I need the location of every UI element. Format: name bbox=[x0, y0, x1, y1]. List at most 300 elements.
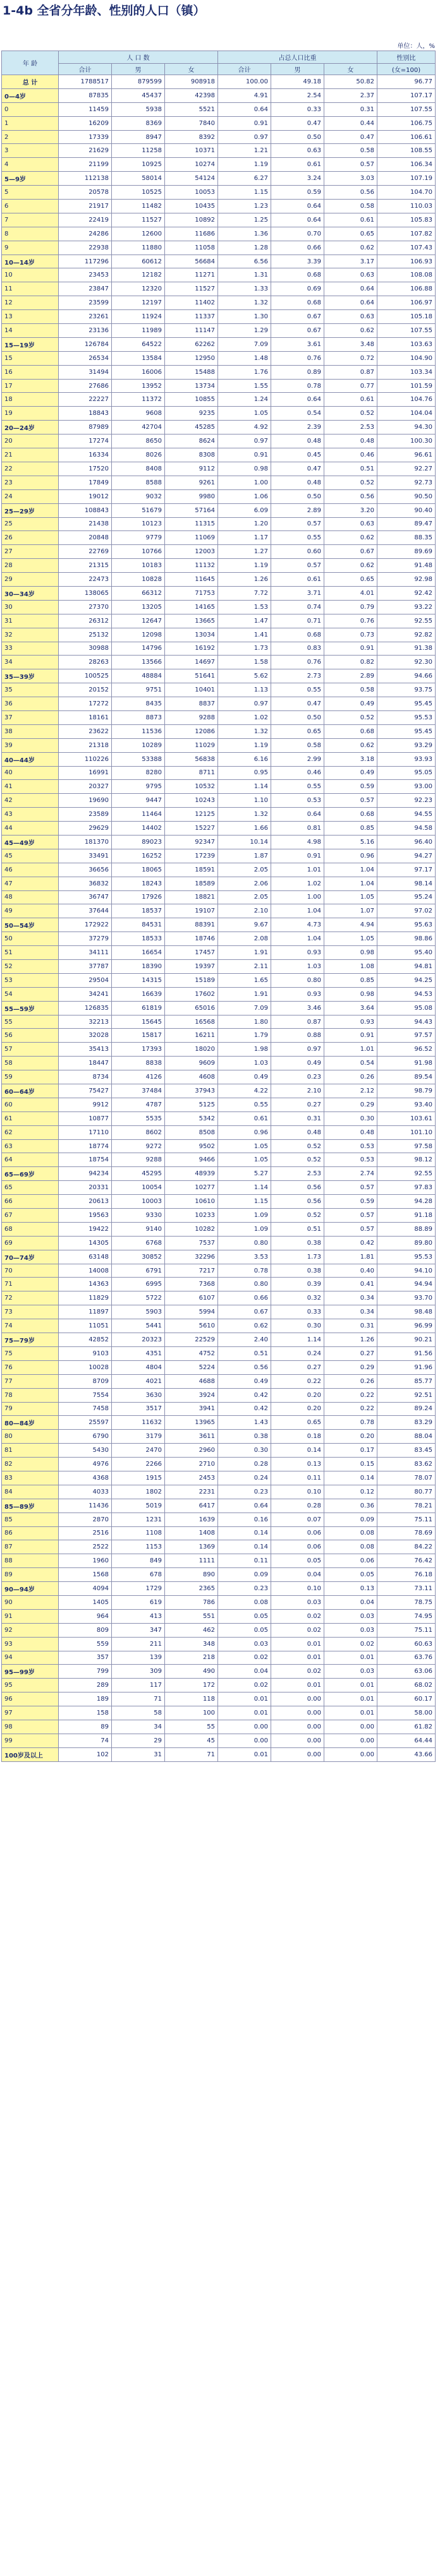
age-cell: 72 bbox=[2, 1291, 59, 1305]
age-cell: 80—84岁 bbox=[2, 1416, 59, 1430]
population-total-cell: 11436 bbox=[59, 1499, 112, 1513]
share-total-cell: 2.11 bbox=[218, 960, 271, 974]
share-total-cell: 6.56 bbox=[218, 255, 271, 268]
population-male-cell: 9751 bbox=[112, 683, 165, 697]
table-row bbox=[2, 1029, 436, 1043]
population-male-cell: 14315 bbox=[112, 973, 165, 987]
table-row bbox=[2, 600, 436, 614]
population-female-cell: 56684 bbox=[165, 255, 218, 268]
table-row bbox=[2, 1057, 436, 1070]
population-female-cell: 1639 bbox=[165, 1513, 218, 1526]
sex-ratio-cell: 94.94 bbox=[377, 1278, 436, 1291]
share-total-cell: 0.98 bbox=[218, 462, 271, 476]
population-female-cell: 10282 bbox=[165, 1222, 218, 1236]
table-row bbox=[2, 987, 436, 1001]
share-total-cell: 1.55 bbox=[218, 379, 271, 393]
population-male-cell: 34 bbox=[112, 1720, 165, 1734]
population-female-cell: 5125 bbox=[165, 1098, 218, 1111]
sex-ratio-cell: 88.35 bbox=[377, 531, 436, 545]
age-cell: 85 bbox=[2, 1513, 59, 1526]
population-male-cell: 53388 bbox=[112, 752, 165, 766]
population-male-cell: 20323 bbox=[112, 1333, 165, 1347]
population-total-cell: 37787 bbox=[59, 960, 112, 974]
table-row bbox=[2, 448, 436, 462]
share-total-cell: 1.33 bbox=[218, 282, 271, 296]
share-total-cell: 0.03 bbox=[218, 1637, 271, 1651]
share-total-cell: 4.91 bbox=[218, 88, 271, 102]
age-cell: 69 bbox=[2, 1236, 59, 1250]
share-total-cell: 0.00 bbox=[218, 1720, 271, 1734]
age-cell: 82 bbox=[2, 1458, 59, 1471]
share-female-cell: 0.58 bbox=[324, 200, 377, 213]
population-male-cell: 58 bbox=[112, 1706, 165, 1720]
age-cell: 20—24岁 bbox=[2, 421, 59, 434]
share-female-cell: 0.57 bbox=[324, 158, 377, 172]
share-female-cell: 2.12 bbox=[324, 1084, 377, 1098]
share-total-cell: 1.14 bbox=[218, 780, 271, 794]
table-row bbox=[2, 724, 436, 738]
share-total-cell: 1.76 bbox=[218, 365, 271, 379]
sex-ratio-cell: 92.55 bbox=[377, 614, 436, 628]
population-female-cell: 4608 bbox=[165, 1070, 218, 1084]
population-total-cell: 5430 bbox=[59, 1444, 112, 1458]
sex-ratio-cell: 58.00 bbox=[377, 1706, 436, 1720]
population-female-cell: 10855 bbox=[165, 393, 218, 407]
share-female-cell: 0.62 bbox=[324, 531, 377, 545]
share-total-cell: 1.36 bbox=[218, 227, 271, 241]
sex-ratio-cell: 91.56 bbox=[377, 1346, 436, 1360]
population-male-cell: 4804 bbox=[112, 1360, 165, 1374]
sex-ratio-cell: 68.02 bbox=[377, 1679, 436, 1692]
age-group-row bbox=[2, 337, 436, 351]
share-male-cell: 0.00 bbox=[271, 1706, 324, 1720]
population-male-cell: 10289 bbox=[112, 738, 165, 752]
population-male-cell: 14796 bbox=[112, 642, 165, 656]
age-cell: 98 bbox=[2, 1720, 59, 1734]
age-cell: 7 bbox=[2, 213, 59, 227]
age-cell: 45—49岁 bbox=[2, 835, 59, 849]
table-row bbox=[2, 1402, 436, 1416]
share-total-cell: 1.19 bbox=[218, 158, 271, 172]
population-total-cell: 100525 bbox=[59, 669, 112, 683]
share-male-cell: 4.73 bbox=[271, 918, 324, 932]
share-female-cell: 1.04 bbox=[324, 863, 377, 877]
population-male-cell: 9288 bbox=[112, 1153, 165, 1167]
table-row bbox=[2, 738, 436, 752]
share-female-cell: 0.73 bbox=[324, 628, 377, 642]
population-female-cell: 7368 bbox=[165, 1278, 218, 1291]
table-row bbox=[2, 1430, 436, 1444]
population-female-cell: 10277 bbox=[165, 1181, 218, 1195]
population-male-cell: 64522 bbox=[112, 337, 165, 351]
table-row bbox=[2, 1278, 436, 1291]
population-female-cell: 8624 bbox=[165, 434, 218, 448]
population-total-cell: 110226 bbox=[59, 752, 112, 766]
population-female-cell: 9112 bbox=[165, 462, 218, 476]
population-total-cell: 32213 bbox=[59, 1015, 112, 1029]
population-female-cell: 10053 bbox=[165, 186, 218, 200]
share-male-cell: 0.27 bbox=[271, 1360, 324, 1374]
age-cell: 0—4岁 bbox=[2, 88, 59, 102]
population-female-cell: 1369 bbox=[165, 1540, 218, 1554]
age-cell: 89 bbox=[2, 1568, 59, 1582]
sex-ratio-cell: 88.04 bbox=[377, 1430, 436, 1444]
share-female-cell: 0.49 bbox=[324, 697, 377, 711]
share-male-cell: 2.73 bbox=[271, 669, 324, 683]
sex-ratio-cell: 92.98 bbox=[377, 573, 436, 587]
population-male-cell: 1729 bbox=[112, 1582, 165, 1596]
population-female-cell: 551 bbox=[165, 1609, 218, 1623]
share-male-cell: 0.46 bbox=[271, 766, 324, 780]
population-total-cell: 27686 bbox=[59, 379, 112, 393]
share-female-cell: 0.30 bbox=[324, 1111, 377, 1125]
share-male-cell: 0.00 bbox=[271, 1734, 324, 1747]
population-male-cell: 9272 bbox=[112, 1139, 165, 1153]
table-row bbox=[2, 1153, 436, 1167]
age-cell: 80 bbox=[2, 1430, 59, 1444]
share-male-cell: 1.00 bbox=[271, 890, 324, 904]
sex-ratio-cell: 96.99 bbox=[377, 1319, 436, 1333]
share-total-cell: 0.51 bbox=[218, 1346, 271, 1360]
sex-ratio-cell: 106.61 bbox=[377, 130, 436, 144]
share-female-cell: 0.03 bbox=[324, 1623, 377, 1637]
population-female-cell: 11645 bbox=[165, 573, 218, 587]
share-female-cell: 0.79 bbox=[324, 600, 377, 614]
table-row bbox=[2, 697, 436, 711]
population-male-cell: 16654 bbox=[112, 946, 165, 960]
population-female-cell: 22529 bbox=[165, 1333, 218, 1347]
sex-ratio-cell: 98.14 bbox=[377, 877, 436, 890]
sex-ratio-cell: 106.75 bbox=[377, 116, 436, 130]
table-row bbox=[2, 1222, 436, 1236]
share-total-cell: 1.10 bbox=[218, 794, 271, 808]
age-cell: 56 bbox=[2, 1029, 59, 1043]
population-female-cell: 32296 bbox=[165, 1250, 218, 1264]
population-total-cell: 22227 bbox=[59, 393, 112, 407]
table-row bbox=[2, 1513, 436, 1526]
sex-ratio-cell: 61.82 bbox=[377, 1720, 436, 1734]
age-cell: 18 bbox=[2, 393, 59, 407]
population-female-cell: 17239 bbox=[165, 849, 218, 863]
share-total-cell: 1.23 bbox=[218, 200, 271, 213]
age-cell: 0 bbox=[2, 102, 59, 116]
age-cell: 53 bbox=[2, 973, 59, 987]
share-male-cell: 0.87 bbox=[271, 1015, 324, 1029]
population-total-cell: 26312 bbox=[59, 614, 112, 628]
population-male-cell: 117 bbox=[112, 1679, 165, 1692]
share-male-cell: 0.68 bbox=[271, 268, 324, 282]
population-male-cell: 18390 bbox=[112, 960, 165, 974]
population-total-cell: 17849 bbox=[59, 476, 112, 489]
share-female-cell: 0.57 bbox=[324, 1222, 377, 1236]
table-row bbox=[2, 1623, 436, 1637]
share-female-cell: 0.14 bbox=[324, 1471, 377, 1485]
population-male-cell: 8280 bbox=[112, 766, 165, 780]
table-row bbox=[2, 489, 436, 503]
age-cell: 40—44岁 bbox=[2, 752, 59, 766]
table-row bbox=[2, 1651, 436, 1665]
population-male-cell: 12197 bbox=[112, 296, 165, 310]
share-female-cell: 0.62 bbox=[324, 738, 377, 752]
population-male-cell: 51679 bbox=[112, 503, 165, 517]
share-female-cell: 0.93 bbox=[324, 1015, 377, 1029]
sex-ratio-cell: 97.17 bbox=[377, 863, 436, 877]
age-cell: 36 bbox=[2, 697, 59, 711]
table-row bbox=[2, 213, 436, 227]
share-male-cell: 0.58 bbox=[271, 738, 324, 752]
population-female-cell: 9466 bbox=[165, 1153, 218, 1167]
population-total-cell: 126835 bbox=[59, 1001, 112, 1015]
table-row bbox=[2, 794, 436, 808]
table-row bbox=[2, 559, 436, 573]
population-total-cell: 17520 bbox=[59, 462, 112, 476]
sex-ratio-cell: 98.12 bbox=[377, 1153, 436, 1167]
age-cell: 87 bbox=[2, 1540, 59, 1554]
share-female-cell: 0.62 bbox=[324, 324, 377, 338]
share-female-cell: 0.57 bbox=[324, 1209, 377, 1223]
share-male-cell: 0.33 bbox=[271, 1305, 324, 1319]
population-male-cell: 5903 bbox=[112, 1305, 165, 1319]
share-female-cell: 0.78 bbox=[324, 1416, 377, 1430]
population-total-cell: 36832 bbox=[59, 877, 112, 890]
share-female-cell: 0.29 bbox=[324, 1098, 377, 1111]
table-row bbox=[2, 1540, 436, 1554]
header-age: 年 龄 bbox=[2, 51, 59, 75]
age-cell: 71 bbox=[2, 1278, 59, 1291]
age-group-row bbox=[2, 1333, 436, 1347]
population-female-cell: 2231 bbox=[165, 1485, 218, 1499]
share-female-cell: 1.01 bbox=[324, 1043, 377, 1057]
population-male-cell: 11527 bbox=[112, 213, 165, 227]
sex-ratio-cell: 91.38 bbox=[377, 642, 436, 656]
sex-ratio-cell: 106.88 bbox=[377, 282, 436, 296]
population-male-cell: 5722 bbox=[112, 1291, 165, 1305]
share-female-cell: 0.44 bbox=[324, 116, 377, 130]
share-total-cell: 1.17 bbox=[218, 531, 271, 545]
population-male-cell: 6768 bbox=[112, 1236, 165, 1250]
population-female-cell: 11132 bbox=[165, 559, 218, 573]
population-total-cell: 26534 bbox=[59, 351, 112, 365]
share-female-cell: 0.63 bbox=[324, 310, 377, 324]
sex-ratio-cell: 95.05 bbox=[377, 766, 436, 780]
share-female-cell: 0.34 bbox=[324, 1305, 377, 1319]
population-total-cell: 799 bbox=[59, 1665, 112, 1679]
share-female-cell: 0.47 bbox=[324, 130, 377, 144]
share-male-cell: 0.14 bbox=[271, 1444, 324, 1458]
share-total-cell: 1.09 bbox=[218, 1209, 271, 1223]
share-total-cell: 0.00 bbox=[218, 1734, 271, 1747]
age-cell: 48 bbox=[2, 890, 59, 904]
share-total-cell: 0.08 bbox=[218, 1595, 271, 1609]
share-total-cell: 2.40 bbox=[218, 1333, 271, 1347]
share-male-cell: 0.06 bbox=[271, 1526, 324, 1540]
share-total-cell: 1.28 bbox=[218, 241, 271, 255]
sex-ratio-cell: 97.02 bbox=[377, 904, 436, 918]
sex-ratio-cell: 107.17 bbox=[377, 88, 436, 102]
age-cell: 95—99岁 bbox=[2, 1665, 59, 1679]
population-total-cell: 17339 bbox=[59, 130, 112, 144]
population-table bbox=[1, 51, 436, 1762]
share-total-cell: 0.01 bbox=[218, 1706, 271, 1720]
age-cell: 15 bbox=[2, 351, 59, 365]
age-cell: 51 bbox=[2, 946, 59, 960]
share-male-cell: 0.39 bbox=[271, 1278, 324, 1291]
table-row bbox=[2, 1637, 436, 1651]
sex-ratio-cell: 92.30 bbox=[377, 656, 436, 669]
share-male-cell: 0.93 bbox=[271, 987, 324, 1001]
population-male-cell: 347 bbox=[112, 1623, 165, 1637]
population-female-cell: 2453 bbox=[165, 1471, 218, 1485]
age-cell: 38 bbox=[2, 724, 59, 738]
population-female-cell: 13034 bbox=[165, 628, 218, 642]
share-female-cell: 0.31 bbox=[324, 1319, 377, 1333]
share-total-cell: 1.91 bbox=[218, 987, 271, 1001]
share-total-cell: 0.14 bbox=[218, 1526, 271, 1540]
share-female-cell: 0.17 bbox=[324, 1444, 377, 1458]
table-row bbox=[2, 1125, 436, 1139]
sex-ratio-cell: 95.63 bbox=[377, 918, 436, 932]
share-male-cell: 0.20 bbox=[271, 1388, 324, 1402]
share-total-cell: 2.05 bbox=[218, 863, 271, 877]
sex-ratio-cell: 101.59 bbox=[377, 379, 436, 393]
share-total-cell: 2.10 bbox=[218, 904, 271, 918]
share-female-cell: 2.74 bbox=[324, 1167, 377, 1181]
share-female-cell: 1.07 bbox=[324, 904, 377, 918]
population-total-cell: 94234 bbox=[59, 1167, 112, 1181]
share-male-cell: 0.64 bbox=[271, 393, 324, 407]
age-group-row bbox=[2, 503, 436, 517]
sex-ratio-cell: 97.83 bbox=[377, 1181, 436, 1195]
share-total-cell: 1.32 bbox=[218, 808, 271, 822]
share-male-cell: 0.33 bbox=[271, 102, 324, 116]
header-pop-total: 合计 bbox=[59, 64, 112, 75]
population-total-cell: 964 bbox=[59, 1609, 112, 1623]
population-female-cell: 9288 bbox=[165, 710, 218, 724]
share-female-cell: 5.16 bbox=[324, 835, 377, 849]
population-total-cell: 11829 bbox=[59, 1291, 112, 1305]
age-cell: 67 bbox=[2, 1209, 59, 1223]
share-total-cell: 0.62 bbox=[218, 1319, 271, 1333]
age-cell: 49 bbox=[2, 904, 59, 918]
sex-ratio-cell: 78.21 bbox=[377, 1499, 436, 1513]
population-total-cell: 357 bbox=[59, 1651, 112, 1665]
sex-ratio-cell: 106.34 bbox=[377, 158, 436, 172]
population-female-cell: 7537 bbox=[165, 1236, 218, 1250]
share-male-cell: 0.55 bbox=[271, 683, 324, 697]
population-male-cell: 8369 bbox=[112, 116, 165, 130]
table-row bbox=[2, 946, 436, 960]
share-female-cell: 0.48 bbox=[324, 1125, 377, 1139]
table-row bbox=[2, 282, 436, 296]
population-total-cell: 2522 bbox=[59, 1540, 112, 1554]
population-female-cell: 10401 bbox=[165, 683, 218, 697]
age-group-row bbox=[2, 421, 436, 434]
age-cell: 9 bbox=[2, 241, 59, 255]
population-total-cell: 75427 bbox=[59, 1084, 112, 1098]
share-male-cell: 4.98 bbox=[271, 835, 324, 849]
share-female-cell: 0.64 bbox=[324, 296, 377, 310]
population-female-cell: 18821 bbox=[165, 890, 218, 904]
population-male-cell: 8650 bbox=[112, 434, 165, 448]
age-group-row bbox=[2, 255, 436, 268]
share-male-cell: 1.04 bbox=[271, 904, 324, 918]
share-total-cell: 0.38 bbox=[218, 1430, 271, 1444]
share-male-cell: 0.38 bbox=[271, 1264, 324, 1278]
table-row bbox=[2, 268, 436, 282]
population-male-cell: 8435 bbox=[112, 697, 165, 711]
age-cell: 13 bbox=[2, 310, 59, 324]
population-total-cell: 29629 bbox=[59, 822, 112, 836]
population-female-cell: 7840 bbox=[165, 116, 218, 130]
share-female-cell: 0.76 bbox=[324, 614, 377, 628]
age-cell: 79 bbox=[2, 1402, 59, 1416]
share-male-cell: 0.55 bbox=[271, 780, 324, 794]
share-total-cell: 1.15 bbox=[218, 1195, 271, 1209]
population-female-cell: 16192 bbox=[165, 642, 218, 656]
sex-ratio-cell: 85.77 bbox=[377, 1374, 436, 1388]
age-cell: 58 bbox=[2, 1057, 59, 1070]
population-female-cell: 10243 bbox=[165, 794, 218, 808]
population-male-cell: 12647 bbox=[112, 614, 165, 628]
table-row bbox=[2, 1319, 436, 1333]
share-male-cell: 0.88 bbox=[271, 1029, 324, 1043]
table-row bbox=[2, 379, 436, 393]
population-male-cell: 30852 bbox=[112, 1250, 165, 1264]
share-male-cell: 2.54 bbox=[271, 88, 324, 102]
population-male-cell: 678 bbox=[112, 1568, 165, 1582]
population-female-cell: 1111 bbox=[165, 1554, 218, 1568]
share-total-cell: 1.03 bbox=[218, 1057, 271, 1070]
age-cell: 70 bbox=[2, 1264, 59, 1278]
share-male-cell: 0.59 bbox=[271, 186, 324, 200]
age-group-row bbox=[2, 1084, 436, 1098]
sex-ratio-cell: 93.75 bbox=[377, 683, 436, 697]
share-female-cell: 0.01 bbox=[324, 1651, 377, 1665]
population-female-cell: 55 bbox=[165, 1720, 218, 1734]
share-total-cell: 0.67 bbox=[218, 1305, 271, 1319]
population-total-cell: 74 bbox=[59, 1734, 112, 1747]
population-female-cell: 348 bbox=[165, 1637, 218, 1651]
share-female-cell: 0.56 bbox=[324, 489, 377, 503]
population-female-cell: 100 bbox=[165, 1706, 218, 1720]
share-male-cell: 0.65 bbox=[271, 1416, 324, 1430]
share-female-cell: 1.81 bbox=[324, 1250, 377, 1264]
table-row bbox=[2, 1236, 436, 1250]
share-total-cell: 1.19 bbox=[218, 738, 271, 752]
share-total-cell: 0.95 bbox=[218, 766, 271, 780]
population-male-cell: 8588 bbox=[112, 476, 165, 489]
population-female-cell: 12950 bbox=[165, 351, 218, 365]
population-male-cell: 13205 bbox=[112, 600, 165, 614]
population-total-cell: 18843 bbox=[59, 407, 112, 421]
sex-ratio-cell: 107.43 bbox=[377, 241, 436, 255]
age-cell: 12 bbox=[2, 296, 59, 310]
age-cell: 46 bbox=[2, 863, 59, 877]
table-row bbox=[2, 1485, 436, 1499]
population-male-cell: 10525 bbox=[112, 186, 165, 200]
share-female-cell: 0.26 bbox=[324, 1070, 377, 1084]
age-group-row bbox=[2, 88, 436, 102]
population-male-cell: 89023 bbox=[112, 835, 165, 849]
population-male-cell: 4787 bbox=[112, 1098, 165, 1111]
age-cell: 93 bbox=[2, 1637, 59, 1651]
population-total-cell: 7458 bbox=[59, 1402, 112, 1416]
age-group-row bbox=[2, 1167, 436, 1181]
population-female-cell: 12125 bbox=[165, 808, 218, 822]
share-total-cell: 1.19 bbox=[218, 559, 271, 573]
population-total-cell: 32028 bbox=[59, 1029, 112, 1043]
age-cell: 34 bbox=[2, 656, 59, 669]
